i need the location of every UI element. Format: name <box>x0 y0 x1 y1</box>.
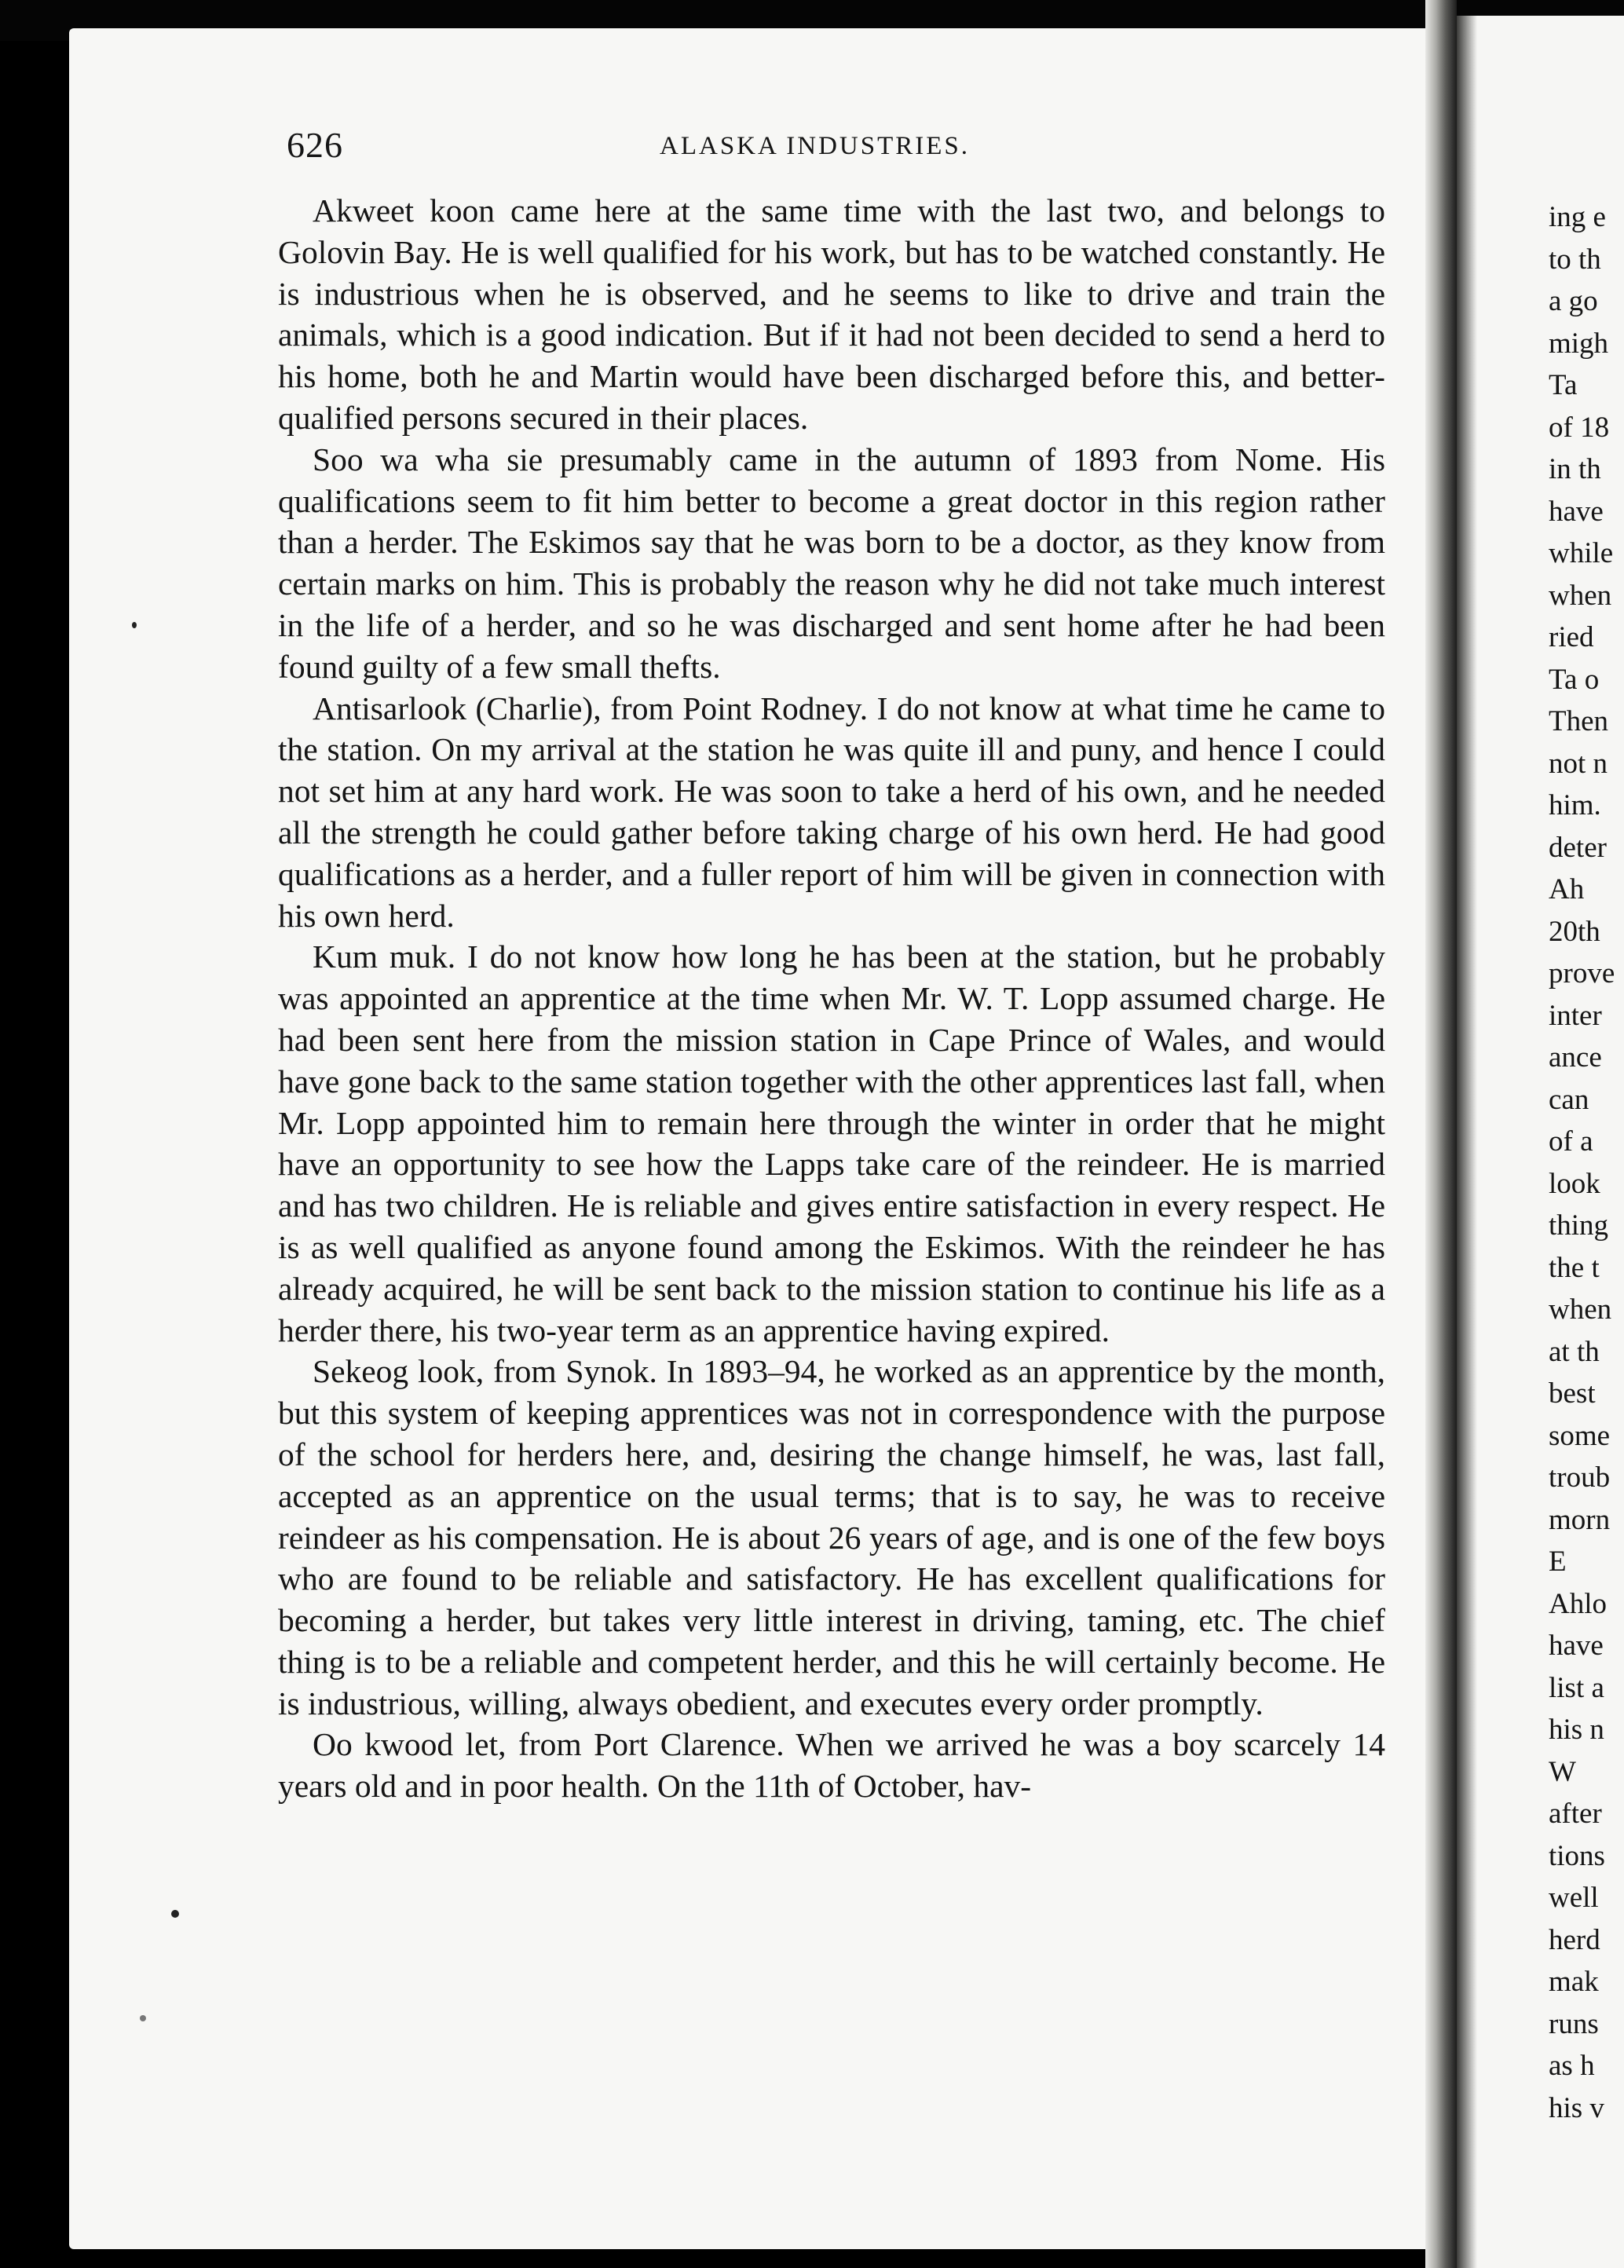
facing-page-line: W <box>1549 1755 1576 1788</box>
facing-page-line: when <box>1549 1293 1612 1326</box>
facing-page-line: while <box>1549 537 1614 569</box>
facing-page-line: his n <box>1549 1714 1604 1746</box>
facing-page-line: ance <box>1549 1041 1602 1074</box>
page-number: 626 <box>287 125 343 165</box>
facing-page-line: some <box>1549 1419 1611 1452</box>
facing-page-line: best <box>1549 1377 1596 1410</box>
facing-page-line: ried <box>1549 621 1594 653</box>
facing-page-line: Then <box>1549 705 1609 737</box>
facing-page-line: well <box>1549 1882 1599 1914</box>
facing-page-line: can <box>1549 1083 1589 1116</box>
facing-page-line: Ta <box>1549 369 1578 401</box>
facing-page-line: of 18 <box>1549 411 1610 444</box>
body-text <box>278 190 1385 1807</box>
book-gutter <box>1425 0 1457 2268</box>
facing-page-line: morn <box>1549 1503 1611 1536</box>
facing-page-line: look <box>1549 1167 1600 1200</box>
facing-page-line: migh <box>1549 327 1609 360</box>
facing-page-line: ing e <box>1549 201 1606 233</box>
paragraph-soo-wa-wha-sie: Soo wa wha sie presumably came in the autumn of 1893 from Nome. His qualifications seem to fit him better to become a great doctor in this region rather than a herder. The Eskimos say that he was born to be a doctor, as they know from certain marks on him. This is probably the reason why he did not take much interest in the life of a herder, and so he was discharged and sent home after he had been found guilty of a few small thefts. <box>278 441 1385 685</box>
facing-page-line: Ahlo <box>1549 1587 1607 1620</box>
page-header <box>287 124 1386 171</box>
facing-page-line: inter <box>1549 999 1602 1032</box>
facing-page-line: when <box>1549 579 1612 612</box>
stray-mark <box>132 622 137 628</box>
facing-page-line: list a <box>1549 1671 1604 1704</box>
facing-page-line: mak <box>1549 1966 1599 1998</box>
paragraph-oo-kwood-let: Oo kwood let, from Port Clarence. When we arrived he was a boy scarcely 14 years old and in poor health. On the 11th of October, hav- <box>278 1726 1385 1805</box>
facing-page-text <box>1549 196 1624 2129</box>
stray-mark <box>140 2015 146 2021</box>
facing-page-shadow <box>1457 16 1477 2268</box>
paragraph-kum-muk: Kum muk. I do not know how long he has been at the station, but he probably was appointed an apprentice at the time when Mr. W. T. Lopp assumed charge. He had been sent here from the mission station in Cape Prince of Wales, and would have gone back to the same station together with the other apprentices last fall, when Mr. Lopp appointed him to remain here through the winter in order that he might have an opportunity to see how the Lapps take care of the reindeer. He is married and has two children. He is reliable and gives entire satisfaction in every respect. He is as well qualified as anyone found among the Eskimos. With the reindeer he has already acquired, he will be sent back to the mission station to continue his life as a herder there, his two-year term as an apprentice having expired. <box>278 938 1385 1348</box>
facing-page-line: as h <box>1549 2050 1595 2082</box>
facing-page-line: him. <box>1549 789 1601 821</box>
facing-page-line: 20th <box>1549 915 1600 948</box>
facing-page-line: tions <box>1549 1839 1605 1872</box>
facing-page-line: herd <box>1549 1923 1600 1956</box>
facing-page-line: to th <box>1549 243 1601 276</box>
facing-page-line: not n <box>1549 747 1608 780</box>
facing-page-line: the t <box>1549 1251 1600 1284</box>
running-head: ALASKA INDUSTRIES. <box>660 132 971 160</box>
facing-page-line: in th <box>1549 453 1601 485</box>
facing-page-line: prove <box>1549 957 1615 990</box>
facing-page-line: a go <box>1549 285 1598 317</box>
facing-page-line: after <box>1549 1798 1602 1830</box>
facing-page-line: have <box>1549 1630 1604 1662</box>
facing-page-line: Ah <box>1549 873 1585 905</box>
facing-page-line: troub <box>1549 1461 1611 1494</box>
facing-page-line: at th <box>1549 1335 1600 1368</box>
paragraph-akweet-koon: Akweet koon came here at the same time with the last two, and belongs to Golovin Bay. He is well qualified for his work, but has to be watched constantly. He is industrious when he is observed, and he seems to like to drive and train the animals, which is a good indication. But if it had not been decided to send a herd to his home, both he and Martin would have been discharged before this, and better-qualified persons secured in their places. <box>278 192 1385 436</box>
facing-page-line: thing <box>1549 1209 1609 1242</box>
facing-page-line: have <box>1549 495 1604 528</box>
facing-page-line: Ta o <box>1549 663 1600 696</box>
paragraph-sekeog-look: Sekeog look, from Synok. In 1893–94, he worked as an apprentice by the month, but this system of keeping apprentices was not in correspondence with the purpose of the school for herders here, and, desiring the change himself, he was, last fall, accepted as an apprentice on the usual terms; that is to say, he was to receive reindeer as his compensation. He is about 26 years of age, and is one of the few boys who are found to be reliable and satisfactory. He has excellent qualifications for becoming a herder, but takes very little interest in driving, taming, etc. The chief thing is to be a reliable and competent herder, and this he will certainly become. He is industrious, willing, always obedient, and executes every order promptly. <box>278 1353 1385 1721</box>
paragraph-antisarlook: Antisarlook (Charlie), from Point Rodney. I do not know at what time he came to the station. On my arrival at the station he was quite ill and puny, and hence I could not set him at any hard work. He was soon to take a herd of his own, and he needed all the strength he could gather before taking charge of his own herd. He had good qualifications as a herder, and a fuller report of him will be given in connection with his own herd. <box>278 690 1385 934</box>
facing-page-line: deter <box>1549 831 1607 864</box>
facing-page-line: his v <box>1549 2091 1604 2124</box>
facing-page-line: of a <box>1549 1125 1593 1158</box>
stray-mark <box>171 1910 179 1918</box>
facing-page-line: E <box>1549 1546 1567 1578</box>
facing-page-line: runs <box>1549 2007 1599 2040</box>
